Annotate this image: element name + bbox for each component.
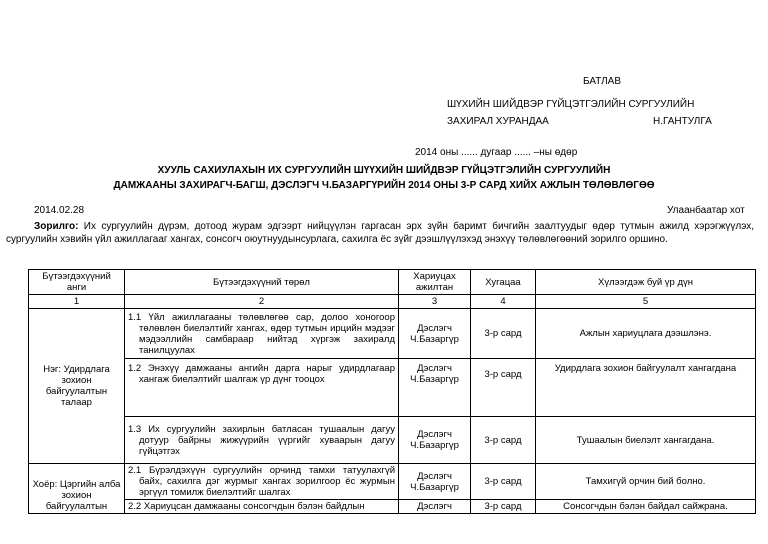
group-2-label: Хоёр: Цэргийн алба зохион байгуулалтын — [29, 464, 125, 514]
task-1-2 — [125, 359, 399, 417]
col-number: 4 — [471, 295, 536, 309]
task-number: 1.3 — [128, 423, 142, 435]
document-place: Улаанбаатар хот — [667, 205, 745, 216]
task-1-1 — [125, 309, 399, 359]
col-number: 2 — [125, 295, 399, 309]
table-row — [29, 500, 756, 514]
objective — [6, 220, 754, 246]
header-result: Хүлээгдэж буй үр дүн — [536, 270, 756, 295]
table-row — [29, 464, 756, 500]
col-number: 5 — [536, 295, 756, 309]
task-2-2 — [125, 500, 399, 514]
task-number: 1.1 — [128, 311, 142, 323]
header-responsible: Хариуцах ажилтан — [399, 270, 471, 295]
table-header-row — [29, 270, 756, 295]
task-text: Хариуцсан дамжааны сонсогчдын бэлэн байдлын — [143, 501, 365, 512]
result: Тамхигүй орчин бий болно. — [536, 464, 756, 500]
table-number-row — [29, 295, 756, 309]
approval-position: ЗАХИРАЛ ХУРАНДАА — [447, 116, 549, 127]
responsible: Дэслэгч Ч.Базаргүр — [399, 464, 471, 500]
responsible: Дэслэгч Ч.Базаргүр — [399, 309, 471, 359]
task-number: 2.2 — [128, 501, 142, 512]
table-row — [29, 359, 756, 417]
period: 3-р сард — [471, 417, 536, 464]
group-1-label: Нэг: Удирдлага зохион байгуулалтын талаар — [29, 309, 125, 464]
task-text: Бүрэлдэхүүн сургуулийн орчинд тамхи татуулахгүй байх, сахилга дэг журмыг хангах зорилгоор ёс журмын эргүүл томилж биелэлтийг шалгах — [139, 465, 396, 498]
task-2-1 — [125, 464, 399, 500]
result: Тушаалын биелэлт хангагдана. — [536, 417, 756, 464]
approval-label: БАТЛАВ — [583, 76, 622, 87]
objective-text: Их сургуулийн дүрэм, дотоод журам эдгээрт нийцүүлэн гаргасан эрх зүйн баримт бичгийн заалтуудыг өдөр тутмын ажилд хэрэгжүүлэх, сургуулийн хэвийн үйл ажиллагааг хангах, сонсогч оюутнуудынсурлага, сахилга ёс зүйг дээшлүүлэхэд энэхүү төлөвлөгөөний зорилго оршино. — [6, 221, 754, 245]
title-line-1: ХУУЛЬ САХИУЛАХЫН ИХ СУРГУУЛИЙН ШҮҮХИЙН ШИЙДВЭР ГҮЙЦЭТГЭЛИЙН СУРГУУЛИЙН — [157, 165, 611, 176]
header-category: Бүтээгдэхүүний анги — [29, 270, 125, 295]
period: 3-р сард — [471, 309, 536, 359]
task-text: Их сургуулийн захирлын батласан тушаалын дагуу дотуур байрны жижүүрийн үүргийг хуваарын дагуу гүйцэтгэх — [139, 423, 395, 457]
table-row — [29, 417, 756, 464]
result: Ажлын хариуцлага дээшлэнэ. — [536, 309, 756, 359]
approval-org: ШҮХИЙН ШИЙДВЭР ГҮЙЦЭТГЭЛИЙН СУРГУУЛИЙН — [447, 99, 695, 110]
table-row — [29, 309, 756, 359]
col-number: 3 — [399, 295, 471, 309]
responsible: Дэслэгч — [399, 500, 471, 514]
responsible: Дэслэгч Ч.Базаргүр — [399, 417, 471, 464]
result: Удирдлага зохион байгуулалт хангагдана — [536, 359, 756, 417]
task-number: 1.2 — [128, 363, 142, 374]
result: Сонсогчдын бэлэн байдал сайжрана. — [536, 500, 756, 514]
header-period: Хугацаа — [471, 270, 536, 295]
document-date: 2014.02.28 — [34, 205, 85, 216]
period: 3-р сард — [471, 359, 536, 417]
responsible: Дэслэгч Ч.Базаргүр — [399, 359, 471, 417]
task-text: Энэхүү дамжааны ангийн дарга нарыг удирдлагаар хангаж биелэлтийг шалгаж үр дүнг тооцох — [139, 363, 395, 385]
task-number: 2.1 — [128, 465, 142, 476]
approval-date-line: 2014 оны ...... дугаар ...... –ны өдөр — [415, 147, 578, 158]
period: 3-р сард — [471, 464, 536, 500]
title-line-2: ДАМЖААНЫ ЗАХИРАГЧ-БАГШ, ДЭСЛЭГЧ Ч.БАЗАРГҮРИЙН 2014 ОНЫ 3-Р САРД ХИЙХ АЖЛЫН ТӨЛӨВЛӨГӨӨ — [113, 180, 655, 191]
approval-name: Н.ГАНТУЛГА — [653, 116, 712, 127]
task-1-3 — [125, 417, 399, 464]
col-number: 1 — [29, 295, 125, 309]
header-type: Бүтээгдэхүүний төрөл — [125, 270, 399, 295]
period: 3-р сард — [471, 500, 536, 514]
task-text: Үйл ажиллагааны төлөвлөгөө сар, долоо хоногоор төлөвлөн биелэлтийг хангах, өдөр тутмын ирцийн мэдээг мэдээллийн самбараар нийтэд хүргэж захиралд танилцуулах — [139, 311, 396, 356]
plan-table — [28, 269, 756, 514]
objective-label: Зорилго: — [34, 221, 79, 232]
